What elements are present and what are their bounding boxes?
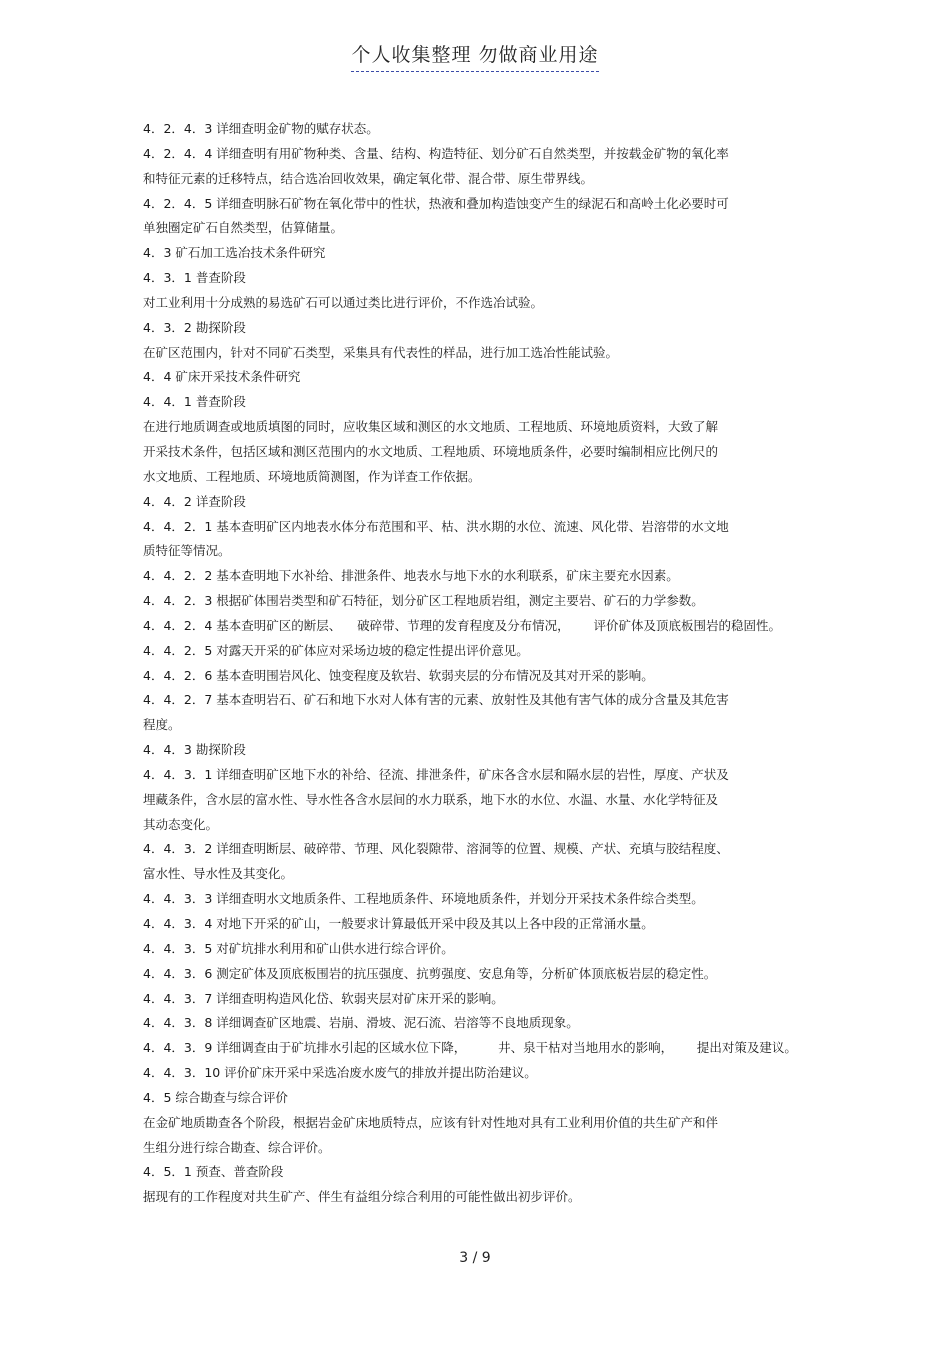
body-line: 据现有的工作程度对共生矿产、伴生有益组分综合利用的可能性做出初步评价。 bbox=[143, 1189, 581, 1205]
body-line: 4．4．3．3 详细查明水文地质条件、工程地质条件、环境地质条件，并划分开采技术条件综合类型。 bbox=[143, 891, 704, 907]
body-line: 4．4 矿床开采技术条件研究 bbox=[143, 369, 301, 385]
body-line: 4．4．3．9 详细调查由于矿坑排水引起的区域水位下降， 井、泉干枯对当地用水的影响， 提出对策及建议。 bbox=[143, 1040, 797, 1056]
body-line: 4．5 综合勘查与综合评价 bbox=[143, 1089, 288, 1105]
body-line: 4．4．2．6 基本查明围岩风化、蚀变程度及软岩、软弱夹层的分布情况及其对开采的影响。 bbox=[143, 667, 654, 683]
body-line: 开采技术条件，包括区域和测区范围内的水文地质、工程地质、环境地质条件，必要时编制相应比例尺的 bbox=[143, 443, 719, 459]
body-line: 在矿区范围内，针对不同矿石类型，采集具有代表性的样品，进行加工选冶性能试验。 bbox=[143, 344, 619, 360]
body-line: 4．4．3．8 详细调查矿区地震、岩崩、滑坡、泥石流、岩溶等不良地质现象。 bbox=[143, 1015, 579, 1031]
body-line: 质特征等情况。 bbox=[143, 543, 231, 559]
body-line: 富水性、导水性及其变化。 bbox=[143, 866, 294, 882]
body-line: 4．3．1 普查阶段 bbox=[143, 270, 246, 286]
body-line: 4．4．3．1 详细查明矿区地下水的补给、径流、排泄条件，矿床各含水层和隔水层的岩性，厚度、产状及 bbox=[143, 766, 729, 782]
body-line: 4．4．2．7 基本查明岩石、矿石和地下水对人体有害的元素、放射性及其他有害气体的成分含量及其危害 bbox=[143, 692, 729, 708]
body-line: 其动态变化。 bbox=[143, 816, 219, 832]
body-line: 埋藏条件，含水层的富水性、导水性各含水层间的水力联系，地下水的水位、水温、水量、水化学特征及 bbox=[143, 791, 719, 807]
body-line: 在金矿地质勘查各个阶段，根据岩金矿床地质特点，应该有针对性地对具有工业利用价值的共生矿产和伴 bbox=[143, 1114, 719, 1130]
body-line: 4．4．2．2 基本查明地下水补给、排泄条件、地表水与地下水的水利联系，矿床主要充水因素。 bbox=[143, 568, 679, 584]
body-line: 4．4．3．6 测定矿体及顶底板围岩的抗压强度、抗剪强度、安息角等，分析矿体顶底板岩层的稳定性。 bbox=[143, 965, 717, 981]
page-header bbox=[0, 40, 950, 72]
body-line: 4．4．3．2 详细查明断层、破碎带、节理、风化裂隙带、溶洞等的位置、规模、产状、充填与胶结程度、 bbox=[143, 841, 729, 857]
body-line: 4．2．4．5 详细查明脉石矿物在氧化带中的性状，热液和叠加构造蚀变产生的绿泥石和高岭土化必要时可 bbox=[143, 195, 729, 211]
body-line: 4．4．3．5 对矿坑排水利用和矿山供水进行综合评价。 bbox=[143, 940, 454, 956]
body-line: 在进行地质调查或地质填图的同时，应收集区域和测区的水文地质、工程地质、环境地质资料，大致了解 bbox=[143, 419, 719, 435]
body-line: 4．4．3．10 评价矿床开采中采选冶废水废气的排放并提出防治建议。 bbox=[143, 1065, 537, 1081]
page-number: 3 / 9 bbox=[459, 1250, 491, 1266]
body-line: 4．4．2 详查阶段 bbox=[143, 493, 246, 509]
body-line: 4．4．2．5 对露天开采的矿体应对采场边坡的稳定性提出评价意见。 bbox=[143, 642, 529, 658]
body-line: 4．4．3．7 详细查明构造风化岱、软弱夹层对矿床开采的影响。 bbox=[143, 990, 504, 1006]
body-line: 程度。 bbox=[143, 717, 181, 733]
body-line: 水文地质、工程地质、环境地质简测图，作为详查工作依据。 bbox=[143, 468, 481, 484]
body-line: 4．3．2 勘探阶段 bbox=[143, 319, 246, 335]
body-line: 4．4．1 普查阶段 bbox=[143, 394, 246, 410]
body-line: 4．4．2．4 基本查明矿区的断层、 破碎带、节理的发育程度及分布情况， 评价矿体及顶底板围岩的稳固性。 bbox=[143, 617, 782, 633]
body-line: 4．4．2．1 基本查明矿区内地表水体分布范围和平、枯、洪水期的水位、流速、风化带、岩溶带的水文地 bbox=[143, 518, 729, 534]
body-line: 4．4．2．3 根据矿体围岩类型和矿石特征，划分矿区工程地质岩组，测定主要岩、矿石的力学参数。 bbox=[143, 593, 704, 609]
body-line: 生组分进行综合勘查、综合评价。 bbox=[143, 1139, 331, 1155]
body-line: 对工业利用十分成熟的易选矿石可以通过类比进行评价，不作选冶试验。 bbox=[143, 294, 544, 310]
body-line: 4．2．4．3 详细查明金矿物的赋存状态。 bbox=[143, 121, 379, 136]
body-line: 4．5．1 预查、普查阶段 bbox=[143, 1164, 284, 1180]
body-line: 4．2．4．4 详细查明有用矿物种类、含量、结构、构造特征、划分矿石自然类型，并按载金矿物的氧化率 bbox=[143, 145, 729, 161]
body-line: 4．3 矿石加工选冶技术条件研究 bbox=[143, 245, 326, 261]
header-watermark-text: 个人收集整理 勿做商业用途 bbox=[351, 40, 598, 72]
document-body bbox=[143, 117, 823, 1210]
body-line: 和特征元素的迁移特点，结合选冶回收效果，确定氧化带、混合带、原生带界线。 bbox=[143, 170, 594, 186]
body-line: 单独圈定矿石自然类型，估算储量。 bbox=[143, 220, 344, 236]
body-line: 4．4．3．4 对地下开采的矿山，一般要求计算最低开采中段及其以上各中段的正常涌水量。 bbox=[143, 916, 654, 931]
body-line: 4．4．3 勘探阶段 bbox=[143, 742, 246, 758]
